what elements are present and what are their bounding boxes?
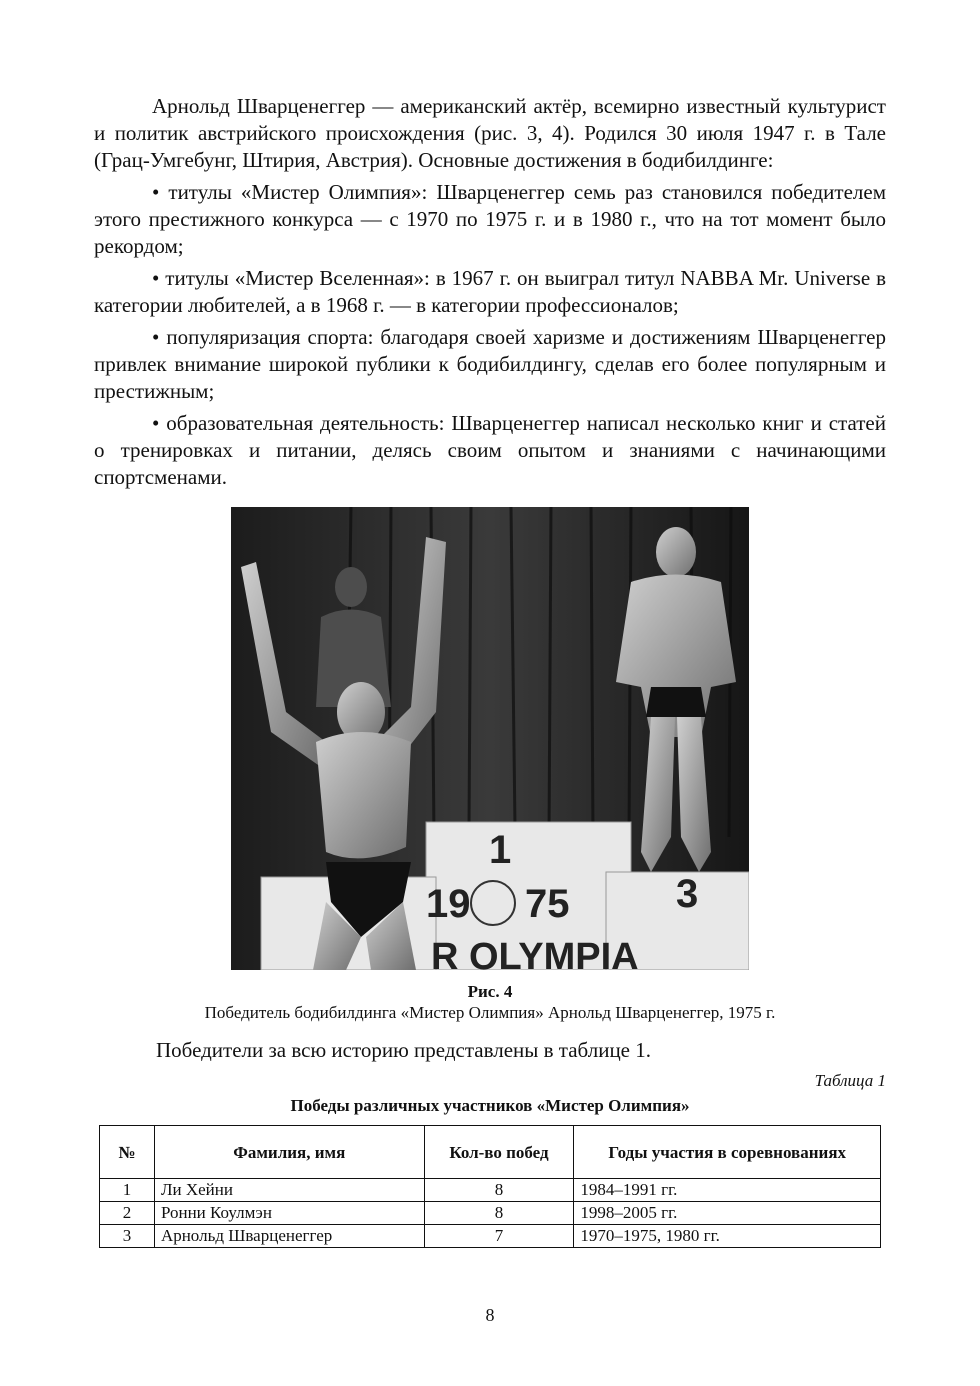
cell-number: 3 <box>100 1225 155 1248</box>
table-row <box>100 1179 881 1202</box>
cell-years: 1998–2005 гг. <box>574 1202 881 1225</box>
header-name: Фамилия, имя <box>154 1126 424 1179</box>
body-text <box>94 93 886 496</box>
cell-wins: 8 <box>424 1202 574 1225</box>
banner-olympia: R OLYMPIA <box>431 936 639 970</box>
cell-years: 1984–1991 гг. <box>574 1179 881 1202</box>
table-intro-text: Победители за всю историю представлены в таблице 1. <box>156 1038 651 1062</box>
page-number: 8 <box>485 1305 495 1325</box>
intro-paragraph: Арнольд Шварценеггер — американский актёр, всемирно известный культурист и политик австрийского происхождения (рис. 3, 4). Родился 30 июля 1947 г. в Тале (Грац-Умгебунг, Штирия, Австрия). Основные достижения в бодибилдинге: <box>94 94 886 172</box>
table-header-row <box>100 1126 881 1179</box>
cell-number: 1 <box>100 1179 155 1202</box>
table-number: Таблица 1 <box>814 1071 886 1090</box>
podium-place-1: 1 <box>489 828 512 872</box>
figure-caption: Победитель бодибилдинга «Мистер Олимпия» Арнольд Шварценеггер, 1975 г. <box>204 1003 776 1022</box>
cell-years: 1970–1975, 1980 гг. <box>574 1225 881 1248</box>
figure-label: Рис. 4 <box>467 982 513 1001</box>
bullet-popularization: • популяризация спорта: благодаря своей харизме и достижениям Шварценеггер привлек внимание широкой публики к бодибилдингу, сделав его более популярным и престижным; <box>94 324 886 405</box>
cell-number: 2 <box>100 1202 155 1225</box>
banner-year-left: 19 <box>426 882 471 926</box>
cell-wins: 7 <box>424 1225 574 1248</box>
header-wins: Кол-во побед <box>424 1126 574 1179</box>
banner-year-right: 75 <box>525 882 570 926</box>
figure-photo <box>231 507 749 970</box>
cell-name: Ли Хейни <box>154 1179 424 1202</box>
cell-name: Ронни Коулмэн <box>154 1202 424 1225</box>
bullet-olympia-titles: • титулы «Мистер Олимпия»: Шварценеггер семь раз становился победителем этого престижного конкурса — с 1970 по 1975 г. и в 1980 г., что на тот момент было рекордом; <box>94 179 886 260</box>
table-row <box>100 1202 881 1225</box>
table-title: Победы различных участников «Мистер Олимпия» <box>290 1096 690 1115</box>
cell-name: Арнольд Шварценеггер <box>154 1225 424 1248</box>
bullet-universe-titles: • титулы «Мистер Вселенная»: в 1967 г. он выиграл титул NABBA Mr. Universe в категории любителей, а в 1968 г. — в категории профессионалов; <box>94 265 886 319</box>
bullet-education: • образовательная деятельность: Шварценеггер написал несколько книг и статей о тренировках и питании, делясь своим опытом и знаниями с начинающими спортсменами. <box>94 410 886 491</box>
table-row <box>100 1225 881 1248</box>
winners-table <box>99 1125 881 1248</box>
header-number: № <box>100 1126 155 1179</box>
podium-place-3: 3 <box>676 872 699 916</box>
cell-wins: 8 <box>424 1179 574 1202</box>
header-years: Годы участия в соревнованиях <box>574 1126 881 1179</box>
